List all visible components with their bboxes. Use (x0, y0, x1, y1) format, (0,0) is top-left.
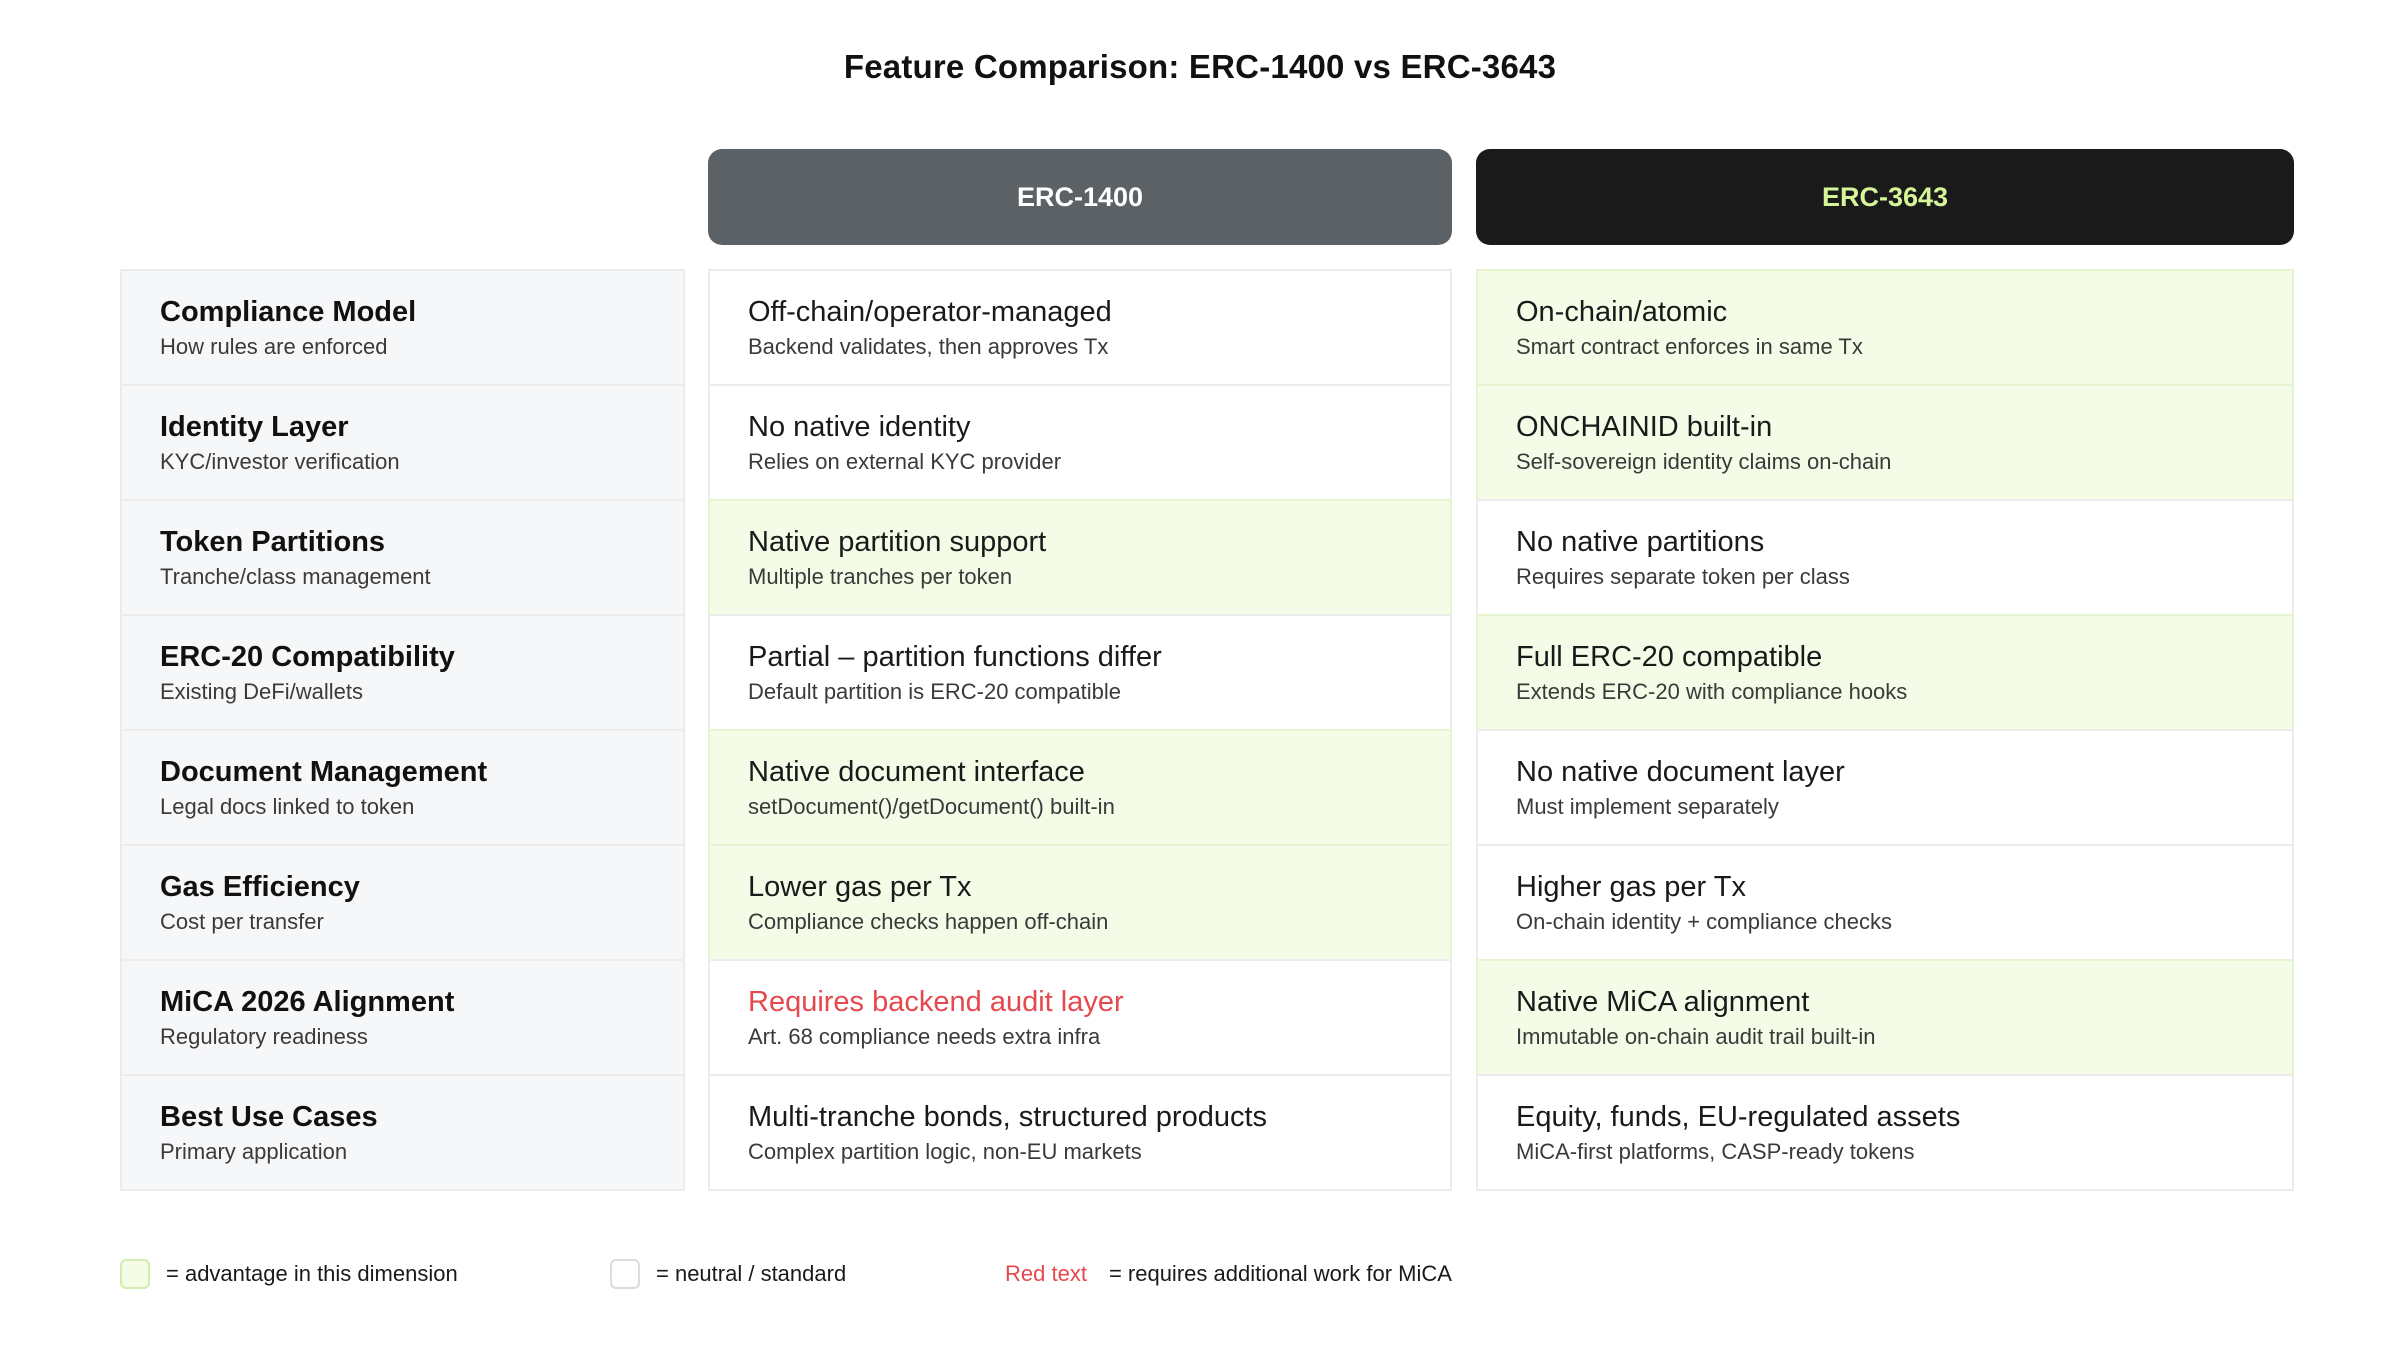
erc3643-cell (1476, 384, 2294, 501)
erc1400-sub-text: Default partition is ERC-20 compatible (748, 678, 1121, 704)
feature-label-main-text: ERC-20 Compatibility (160, 640, 455, 673)
feature-label-cell (120, 614, 685, 731)
legend-red (1005, 1257, 1452, 1291)
erc3643-main-text: No native document layer (1516, 755, 1845, 788)
erc1400-sub-text: Multiple tranches per token (748, 563, 1013, 589)
erc1400-cell (708, 384, 1452, 501)
erc3643-cell (1476, 1074, 2294, 1191)
erc3643-sub-text: MiCA-first platforms, CASP-ready tokens (1516, 1138, 1915, 1164)
advantage-swatch (120, 1259, 150, 1289)
erc1400-main-text: Multi-tranche bonds, structured products (748, 1100, 1268, 1133)
feature-label-main-text: Compliance Model (160, 295, 417, 328)
legend-neutral (610, 1257, 846, 1291)
erc3643-column (1476, 269, 2294, 1191)
erc1400-cell (708, 499, 1452, 616)
erc3643-main-text: No native partitions (1516, 525, 1765, 558)
erc3643-cell (1476, 614, 2294, 731)
erc1400-cell (708, 614, 1452, 731)
erc3643-cell (1476, 499, 2294, 616)
erc3643-sub-text: Requires separate token per class (1516, 563, 1850, 589)
feature-label-main-text: MiCA 2026 Alignment (160, 985, 455, 1018)
erc1400-main-text: Requires backend audit layer (748, 985, 1124, 1018)
feature-label-sub-text: How rules are enforced (160, 333, 388, 359)
feature-labels-column (120, 269, 685, 1191)
legend-neutral-text: = neutral / standard (656, 1261, 847, 1286)
erc3643-sub-text: On-chain identity + compliance checks (1516, 908, 1893, 934)
feature-label-sub-text: Tranche/class management (160, 563, 431, 589)
feature-label-cell (120, 959, 685, 1076)
feature-label-main-text: Token Partitions (160, 525, 386, 558)
erc1400-main-text: No native identity (748, 410, 971, 443)
legend-red-text: = requires additional work for MiCA (1108, 1261, 1452, 1286)
page-title: Feature Comparison: ERC-1400 vs ERC-3643 (843, 48, 1557, 85)
erc1400-sub-text: Relies on external KYC provider (748, 448, 1062, 474)
feature-label-cell (120, 1074, 685, 1191)
erc1400-sub-text: Art. 68 compliance needs extra infra (748, 1023, 1101, 1049)
feature-label-cell (120, 729, 685, 846)
feature-label-main-text: Best Use Cases (160, 1100, 378, 1133)
erc3643-main-text: Higher gas per Tx (1516, 870, 1746, 903)
erc1400-sub-text: Complex partition logic, non-EU markets (748, 1138, 1142, 1164)
erc3643-main-text: ONCHAINID built-in (1516, 410, 1773, 443)
erc1400-cell (708, 959, 1452, 1076)
erc1400-sub-text: setDocument()/getDocument() built-in (748, 793, 1115, 819)
erc1400-cell (708, 729, 1452, 846)
neutral-swatch (610, 1259, 640, 1289)
erc3643-main-text: On-chain/atomic (1516, 295, 1728, 328)
feature-label-main-text: Gas Efficiency (160, 870, 360, 903)
feature-label-main-text: Document Management (160, 755, 488, 788)
erc3643-cell (1476, 729, 2294, 846)
erc3643-main-text: Equity, funds, EU-regulated assets (1516, 1100, 1961, 1133)
erc1400-main-text: Off-chain/operator-managed (748, 295, 1112, 328)
erc3643-sub-text: Smart contract enforces in same Tx (1516, 333, 1863, 359)
erc1400-main-text: Native partition support (748, 525, 1047, 558)
erc3643-sub-text: Self-sovereign identity claims on-chain (1516, 448, 1892, 474)
erc1400-main-text: Partial – partition functions differ (748, 640, 1162, 673)
column-header-erc1400: ERC-1400 (708, 149, 1452, 245)
erc1400-main-text: Native document interface (748, 755, 1085, 788)
legend-advantage-text: = advantage in this dimension (166, 1261, 458, 1286)
feature-label-sub-text: Regulatory readiness (160, 1023, 368, 1049)
feature-label-main-text: Identity Layer (160, 410, 349, 443)
legend-red-key: Red text (1005, 1261, 1087, 1286)
erc1400-column (708, 269, 1452, 1191)
erc3643-main-text: Full ERC-20 compatible (1516, 640, 1823, 673)
feature-label-cell (120, 269, 685, 386)
feature-label-sub-text: Cost per transfer (160, 908, 324, 934)
erc1400-cell (708, 844, 1452, 961)
feature-label-sub-text: KYC/investor verification (160, 448, 400, 474)
feature-label-sub-text: Primary application (160, 1138, 348, 1164)
feature-label-cell (120, 844, 685, 961)
erc3643-main-text: Native MiCA alignment (1516, 985, 1810, 1018)
legend-advantage (120, 1257, 458, 1291)
legend (120, 1257, 1520, 1291)
feature-label-sub-text: Existing DeFi/wallets (160, 678, 363, 704)
erc1400-main-text: Lower gas per Tx (748, 870, 972, 903)
erc1400-sub-text: Compliance checks happen off-chain (748, 908, 1109, 934)
feature-label-cell (120, 499, 685, 616)
feature-label-sub-text: Legal docs linked to token (160, 793, 415, 819)
feature-label-cell (120, 384, 685, 501)
erc3643-sub-text: Immutable on-chain audit trail built-in (1516, 1023, 1876, 1049)
erc1400-cell (708, 1074, 1452, 1191)
erc3643-cell (1476, 959, 2294, 1076)
column-header-erc3643: ERC-3643 (1476, 149, 2294, 245)
erc3643-sub-text: Must implement separately (1516, 793, 1779, 819)
erc3643-sub-text: Extends ERC-20 with compliance hooks (1516, 678, 1908, 704)
erc3643-cell (1476, 269, 2294, 386)
erc1400-cell (708, 269, 1452, 386)
erc1400-sub-text: Backend validates, then approves Tx (748, 333, 1109, 359)
erc3643-cell (1476, 844, 2294, 961)
